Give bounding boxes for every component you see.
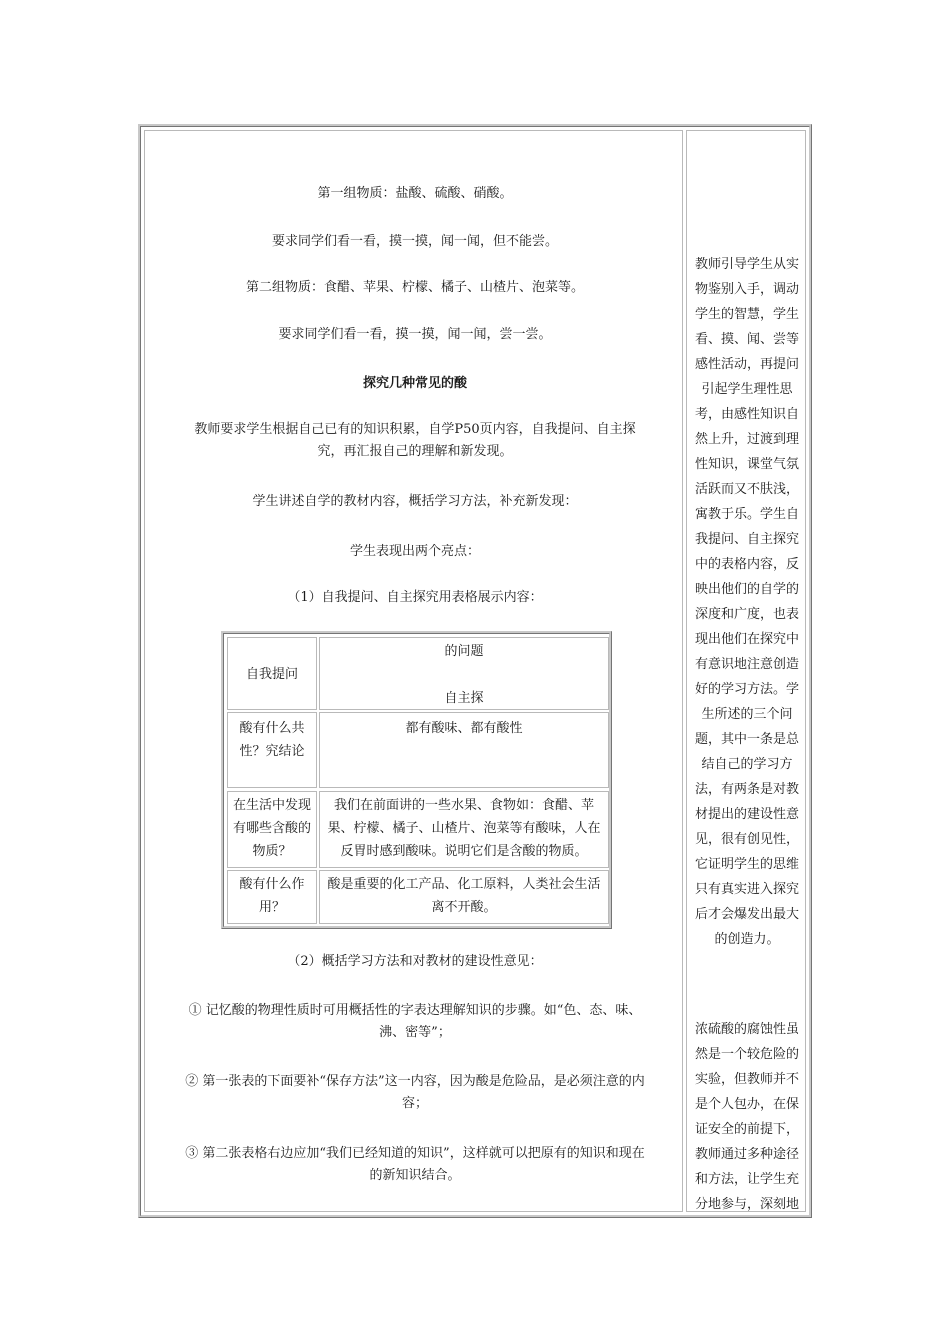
row2-answer-cell bbox=[319, 791, 609, 868]
main-content-cell bbox=[144, 130, 683, 1212]
row3-question-cell bbox=[227, 870, 317, 924]
paragraph-instruction1: 要求同学们看一看，摸一摸，闻一闻，但不能尝。 bbox=[271, 234, 558, 249]
paragraph-suggestion1: ① 记忆酸的物理性质时可用概括性的字表达理解知识的步骤。如“色、态、味、沸、密等”； bbox=[188, 1003, 642, 1040]
paragraph-highlights: 学生表现出两个亮点： bbox=[349, 544, 480, 559]
commentary-cell bbox=[686, 130, 806, 1212]
header-question-text: 自我提问 bbox=[245, 667, 298, 682]
paragraph-group1: 第一组物质：盐酸、硫酸、硝酸。 bbox=[317, 186, 513, 201]
row1-question-cell bbox=[227, 712, 317, 788]
inquiry-table bbox=[221, 631, 612, 929]
header-cell-inquiry bbox=[319, 637, 609, 710]
paragraph-task: 教师要求学生根据自己已有的知识积累，自学P50页内容，自我提问、自主探究，再汇报自己的理解和新发现。 bbox=[194, 422, 636, 459]
row1-answer-cell bbox=[319, 712, 609, 788]
row2-answer-text: 我们在前面讲的一些水果、食物如：食醋、苹果、柠檬、橘子、山楂片、泡菜等有酸味，人在反胃时感到酸味。说明它们是含酸的物质。 bbox=[327, 798, 601, 859]
header-inquiry-line1: 的问题 bbox=[444, 644, 484, 659]
commentary-note2: 浓硫酸的腐蚀性虽然是一个较危险的实验，但教师并不是个人包办，在保证安全的前提下，教师通过多种途径和方法，让学生充分地参与，深刻地 bbox=[694, 1022, 799, 1212]
row2-question-cell bbox=[227, 791, 317, 868]
row1-question-text: 酸有什么共性？究结论 bbox=[239, 721, 305, 759]
commentary-note1: 教师引导学生从实物鉴别入手，调动学生的智慧，学生看、摸、闻、尝等感性活动，再提问引起学生理性思考，由感性知识自然上升，过渡到理性知识，课堂气氛活跃而又不肤浅，寓教于乐。学生自我提问、自主探究中的表格内容，反映出他们的自学的深度和广度，也表现出他们在探究中有意识地注意创造好的学习方法。学生所述的三个问题，其中一条是总结自己的学习方法，有两条是对教材提出的建设性意见，很有创见性，它证明学生的思维只有真实进入探究后才会爆发出最大的创造力。 bbox=[694, 257, 799, 947]
paragraph-point1: （1）自我提问、自主探究用表格展示内容： bbox=[287, 590, 543, 605]
row3-answer-cell bbox=[319, 870, 609, 924]
row2-question-text: 在生活中发现有哪些含酸的物质？ bbox=[232, 798, 311, 859]
paragraph-suggestion3: ③ 第二张表格右边应加“我们已经知道的知识”，这样就可以把原有的知识和现在的新知识结合。 bbox=[185, 1146, 645, 1183]
paragraph-instruction2: 要求同学们看一看，摸一摸，闻一闻，尝一尝。 bbox=[278, 327, 552, 342]
row3-answer-text: 酸是重要的化工产品、化工原料，人类社会生活离不开酸。 bbox=[327, 877, 601, 915]
paragraph-report: 学生讲述自学的教材内容，概括学习方法，补充新发现： bbox=[252, 494, 578, 509]
header-inquiry-line2: 自主探 bbox=[444, 691, 484, 706]
paragraph-group2: 第二组物质：食醋、苹果、柠檬、橘子、山楂片、泡菜等。 bbox=[245, 280, 584, 295]
lesson-table bbox=[138, 124, 812, 1218]
row1-answer-text: 都有酸味、都有酸性 bbox=[405, 721, 523, 736]
row3-question-text: 酸有什么作用？ bbox=[239, 877, 305, 915]
section-heading: 探究几种常见的酸 bbox=[362, 376, 467, 391]
header-cell-question bbox=[227, 637, 317, 710]
paragraph-suggestion2: ② 第一张表的下面要补“保存方法”这一内容，因为酸是危险品，是必须注意的内容； bbox=[185, 1074, 645, 1111]
paragraph-point2: （2）概括学习方法和对教材的建设性意见： bbox=[287, 954, 543, 969]
